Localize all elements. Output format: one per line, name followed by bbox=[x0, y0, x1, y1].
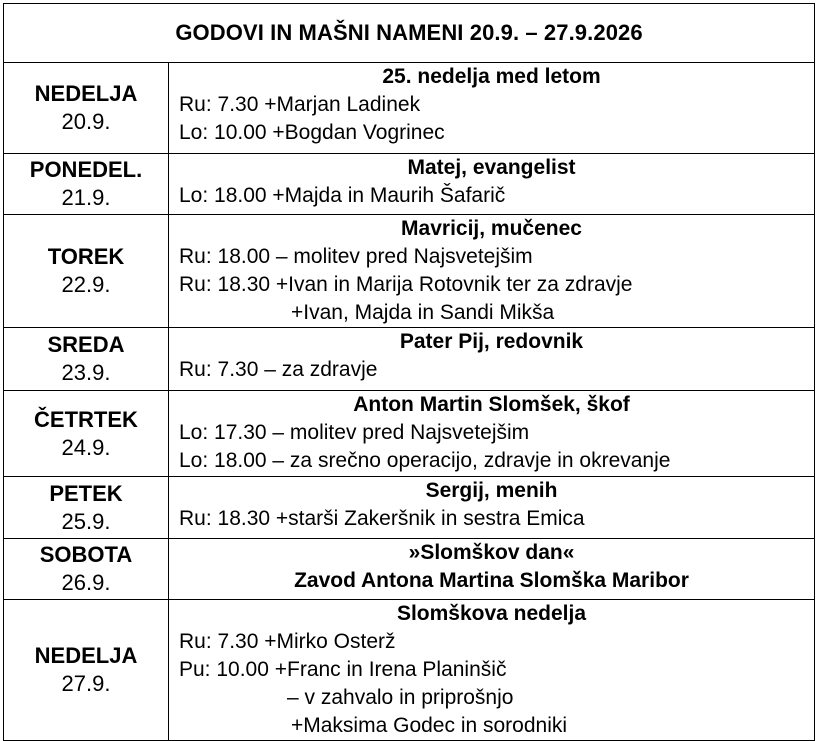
mass-intention: Ru: 18.00 – molitev pred Najsvetejšim bbox=[179, 245, 533, 268]
feast-name: »Slomškov dan« bbox=[408, 541, 575, 564]
schedule-table bbox=[3, 3, 815, 741]
day-row bbox=[4, 328, 815, 391]
feast-name: Anton Martin Slomšek, škof bbox=[353, 393, 630, 416]
title-row bbox=[4, 4, 815, 63]
day-cell bbox=[4, 154, 169, 215]
day-row bbox=[4, 477, 815, 539]
mass-intention: Lo: 18.00 +Majda in Maurih Šafarič bbox=[179, 184, 506, 207]
mass-intention-continued: – v zahvalo in priprošnjo bbox=[287, 686, 514, 709]
day-info bbox=[169, 539, 815, 600]
mass-intention: Ru: 18.30 +starši Zakeršnik in sestra Emica bbox=[179, 507, 585, 530]
feast-name: Sergij, menih bbox=[425, 479, 558, 502]
day-row bbox=[4, 154, 815, 215]
feast-name: Matej, evangelist bbox=[407, 156, 576, 179]
feast-name: Mavricij, mučenec bbox=[401, 217, 582, 240]
day-info bbox=[169, 63, 815, 154]
day-name: ČETRTEK bbox=[34, 406, 138, 432]
mass-intention: Lo: 18.00 – za srečno operacijo, zdravje in okrevanje bbox=[179, 449, 671, 472]
day-row bbox=[4, 63, 815, 154]
page-title: GODOVI IN MAŠNI NAMENI 20.9. – 27.9.2026 bbox=[4, 4, 815, 63]
day-date: 23.9. bbox=[61, 360, 111, 385]
day-date: 25.9. bbox=[61, 508, 111, 534]
feast-name: Pater Pij, redovnik bbox=[399, 330, 584, 353]
feast-name: Slomškova nedelja bbox=[396, 602, 587, 625]
day-info bbox=[169, 477, 815, 539]
mass-intention: +Maksima Godec in sorodniki bbox=[291, 714, 568, 737]
day-info bbox=[169, 328, 815, 391]
day-name: NEDELJA bbox=[34, 643, 138, 668]
day-row bbox=[4, 215, 815, 328]
day-cell bbox=[4, 391, 169, 477]
day-name: PONEDEL. bbox=[29, 157, 143, 182]
mass-intention: Lo: 10.00 +Bogdan Vogrinec bbox=[179, 121, 445, 144]
mass-intention: Ru: 7.30 +Mirko Osterž bbox=[179, 630, 396, 653]
day-name: SOBOTA bbox=[39, 542, 133, 567]
mass-intention: Ru: 7.30 +Marjan Ladinek bbox=[179, 93, 421, 116]
day-date: 22.9. bbox=[61, 272, 111, 297]
day-info bbox=[169, 154, 815, 215]
mass-intention: Ru: 7.30 – za zdravje bbox=[179, 358, 378, 381]
day-date: 26.9. bbox=[61, 570, 111, 595]
day-cell bbox=[4, 600, 169, 741]
day-name: SREDA bbox=[47, 332, 125, 357]
day-cell bbox=[4, 215, 169, 328]
day-cell bbox=[4, 477, 169, 539]
day-info bbox=[169, 215, 815, 328]
day-info bbox=[169, 600, 815, 741]
mass-intention-continued: +Ivan, Majda in Sandi Mikša bbox=[291, 301, 555, 324]
day-name: TOREK bbox=[47, 244, 125, 269]
day-row bbox=[4, 600, 815, 741]
feast-name: 25. nedelja med letom bbox=[382, 65, 601, 88]
day-date: 21.9. bbox=[61, 185, 111, 210]
day-date: 20.9. bbox=[61, 109, 111, 134]
day-date: 27.9. bbox=[61, 671, 111, 696]
day-name: PETEK bbox=[49, 480, 123, 506]
day-name: NEDELJA bbox=[34, 81, 138, 106]
day-cell bbox=[4, 328, 169, 391]
mass-intention: Pu: 10.00 +Franc in Irena Planinšič bbox=[179, 658, 507, 681]
day-row bbox=[4, 391, 815, 477]
feast-name: Zavod Antona Martina Slomška Maribor bbox=[294, 569, 689, 592]
mass-intention: Lo: 17.30 – molitev pred Najsvetejšim bbox=[179, 421, 530, 444]
day-info bbox=[169, 391, 815, 477]
day-date: 24.9. bbox=[61, 434, 111, 460]
day-cell bbox=[4, 63, 169, 154]
mass-intention: Ru: 18.30 +Ivan in Marija Rotovnik ter za zdravje bbox=[179, 273, 633, 296]
day-cell bbox=[4, 539, 169, 600]
day-row bbox=[4, 539, 815, 600]
